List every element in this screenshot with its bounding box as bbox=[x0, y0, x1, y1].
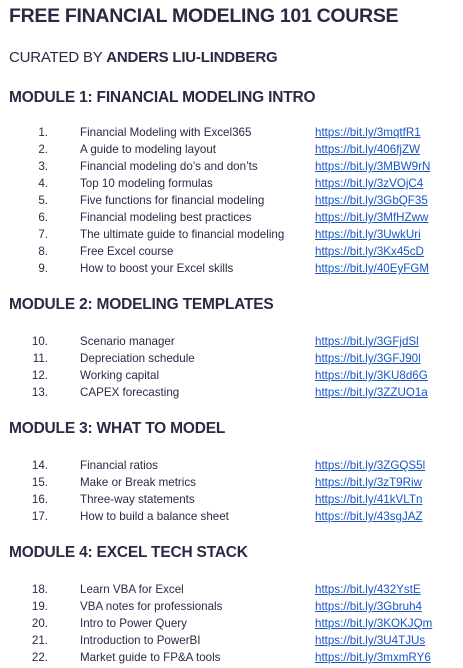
item-title: Market guide to FP&A tools bbox=[80, 651, 221, 664]
course-item bbox=[0, 175, 463, 192]
item-title: Working capital bbox=[80, 369, 160, 382]
course-item bbox=[0, 384, 463, 401]
item-title: Intro to Power Query bbox=[80, 617, 187, 630]
course-item bbox=[0, 649, 463, 666]
course-item bbox=[0, 581, 463, 598]
item-number: 18. bbox=[31, 583, 48, 596]
curator-line bbox=[9, 49, 277, 66]
item-title: A guide to modeling layout bbox=[80, 143, 216, 156]
item-number: 14. bbox=[31, 459, 48, 472]
module-heading: MODULE 4: EXCEL TECH STACK bbox=[9, 544, 248, 561]
item-number: 20. bbox=[31, 617, 48, 630]
item-link[interactable]: https://bit.ly/3zVOjC4 bbox=[315, 177, 424, 190]
course-item bbox=[0, 226, 463, 243]
item-number: 21. bbox=[31, 634, 48, 647]
item-title: Financial modeling do’s and don’ts bbox=[80, 160, 258, 173]
item-title: Learn VBA for Excel bbox=[80, 583, 184, 596]
item-title: CAPEX forecasting bbox=[80, 386, 180, 399]
item-title: Free Excel course bbox=[80, 245, 174, 258]
course-item bbox=[0, 598, 463, 615]
item-title: Scenario manager bbox=[80, 335, 175, 348]
item-title: How to build a balance sheet bbox=[80, 510, 229, 523]
course-item bbox=[0, 209, 463, 226]
item-link[interactable]: https://bit.ly/3U4TJUs bbox=[315, 634, 426, 647]
course-item bbox=[0, 124, 463, 141]
item-number: 15. bbox=[31, 476, 48, 489]
item-link[interactable]: https://bit.ly/3UwkUri bbox=[315, 228, 421, 241]
item-title: Make or Break metrics bbox=[80, 476, 196, 489]
curated-prefix: CURATED BY bbox=[9, 49, 107, 66]
item-title: Top 10 modeling formulas bbox=[80, 177, 213, 190]
item-title: Financial ratios bbox=[80, 459, 158, 472]
course-item bbox=[0, 260, 463, 277]
item-number: 1. bbox=[38, 126, 48, 139]
item-link[interactable]: https://bit.ly/3ZZUO1a bbox=[315, 386, 428, 399]
module-heading: MODULE 2: MODELING TEMPLATES bbox=[9, 296, 274, 313]
item-number: 8. bbox=[38, 245, 48, 258]
item-number: 19. bbox=[31, 600, 48, 613]
item-title: Financial Modeling with Excel365 bbox=[80, 126, 252, 139]
item-title: Depreciation schedule bbox=[80, 352, 195, 365]
item-title: VBA notes for professionals bbox=[80, 600, 223, 613]
item-title: The ultimate guide to financial modeling bbox=[80, 228, 285, 241]
course-item bbox=[0, 141, 463, 158]
page-title: FREE FINANCIAL MODELING 101 COURSE bbox=[9, 5, 399, 27]
item-number: 2. bbox=[38, 143, 48, 156]
item-link[interactable]: https://bit.ly/3KU8d6G bbox=[315, 369, 428, 382]
item-number: 5. bbox=[38, 194, 48, 207]
course-item bbox=[0, 615, 463, 632]
item-number: 16. bbox=[31, 493, 48, 506]
item-number: 6. bbox=[38, 211, 48, 224]
item-link[interactable]: https://bit.ly/3KOKJQm bbox=[315, 617, 433, 630]
item-link[interactable]: https://bit.ly/406fjZW bbox=[315, 143, 421, 156]
item-link[interactable]: https://bit.ly/3mqtfR1 bbox=[315, 126, 421, 139]
item-number: 13. bbox=[31, 386, 48, 399]
item-number: 3. bbox=[38, 160, 48, 173]
item-title: Introduction to PowerBI bbox=[80, 634, 201, 647]
item-link[interactable]: https://bit.ly/3Gbruh4 bbox=[315, 600, 422, 613]
module-heading: MODULE 3: WHAT TO MODEL bbox=[9, 420, 226, 437]
item-link[interactable]: https://bit.ly/3mxmRY6 bbox=[315, 651, 431, 664]
item-title: Financial modeling best practices bbox=[80, 211, 252, 224]
item-link[interactable]: https://bit.ly/3MBW9rN bbox=[315, 160, 431, 173]
item-number: 22. bbox=[31, 651, 48, 664]
item-number: 11. bbox=[32, 352, 48, 365]
item-number: 10. bbox=[31, 335, 48, 348]
course-item bbox=[0, 192, 463, 209]
course-item bbox=[0, 474, 463, 491]
item-title: Three-way statements bbox=[80, 493, 195, 506]
item-link[interactable]: https://bit.ly/3GFjdSl bbox=[315, 335, 419, 348]
course-item bbox=[0, 632, 463, 649]
course-item bbox=[0, 158, 463, 175]
item-link[interactable]: https://bit.ly/43sgJAZ bbox=[315, 510, 423, 523]
item-link[interactable]: https://bit.ly/3GbQF35 bbox=[315, 194, 428, 207]
item-link[interactable]: https://bit.ly/3GFJ90l bbox=[315, 352, 421, 365]
course-item bbox=[0, 333, 463, 350]
item-link[interactable]: https://bit.ly/432YstE bbox=[315, 583, 421, 596]
course-item bbox=[0, 457, 463, 474]
item-title: How to boost your Excel skills bbox=[80, 262, 234, 275]
curator-name: ANDERS LIU-LINDBERG bbox=[106, 49, 278, 66]
item-link[interactable]: https://bit.ly/40EyFGM bbox=[315, 262, 430, 275]
module-heading: MODULE 1: FINANCIAL MODELING INTRO bbox=[9, 89, 316, 106]
course-item bbox=[0, 367, 463, 384]
item-link[interactable]: https://bit.ly/3MfHZww bbox=[315, 211, 429, 224]
item-link[interactable]: https://bit.ly/3ZGQS5l bbox=[315, 459, 426, 472]
course-item bbox=[0, 350, 463, 367]
item-number: 9. bbox=[38, 262, 48, 275]
item-title: Five functions for financial modeling bbox=[80, 194, 265, 207]
course-item bbox=[0, 491, 463, 508]
item-number: 17. bbox=[31, 510, 48, 523]
course-item bbox=[0, 508, 463, 525]
item-link[interactable]: https://bit.ly/3Kx45cD bbox=[315, 245, 424, 258]
item-number: 7. bbox=[38, 228, 48, 241]
course-item bbox=[0, 243, 463, 260]
item-number: 4. bbox=[38, 177, 48, 190]
item-number: 12. bbox=[31, 369, 48, 382]
item-link[interactable]: https://bit.ly/3zT9Riw bbox=[315, 476, 422, 489]
item-link[interactable]: https://bit.ly/41kVLTn bbox=[315, 493, 423, 506]
